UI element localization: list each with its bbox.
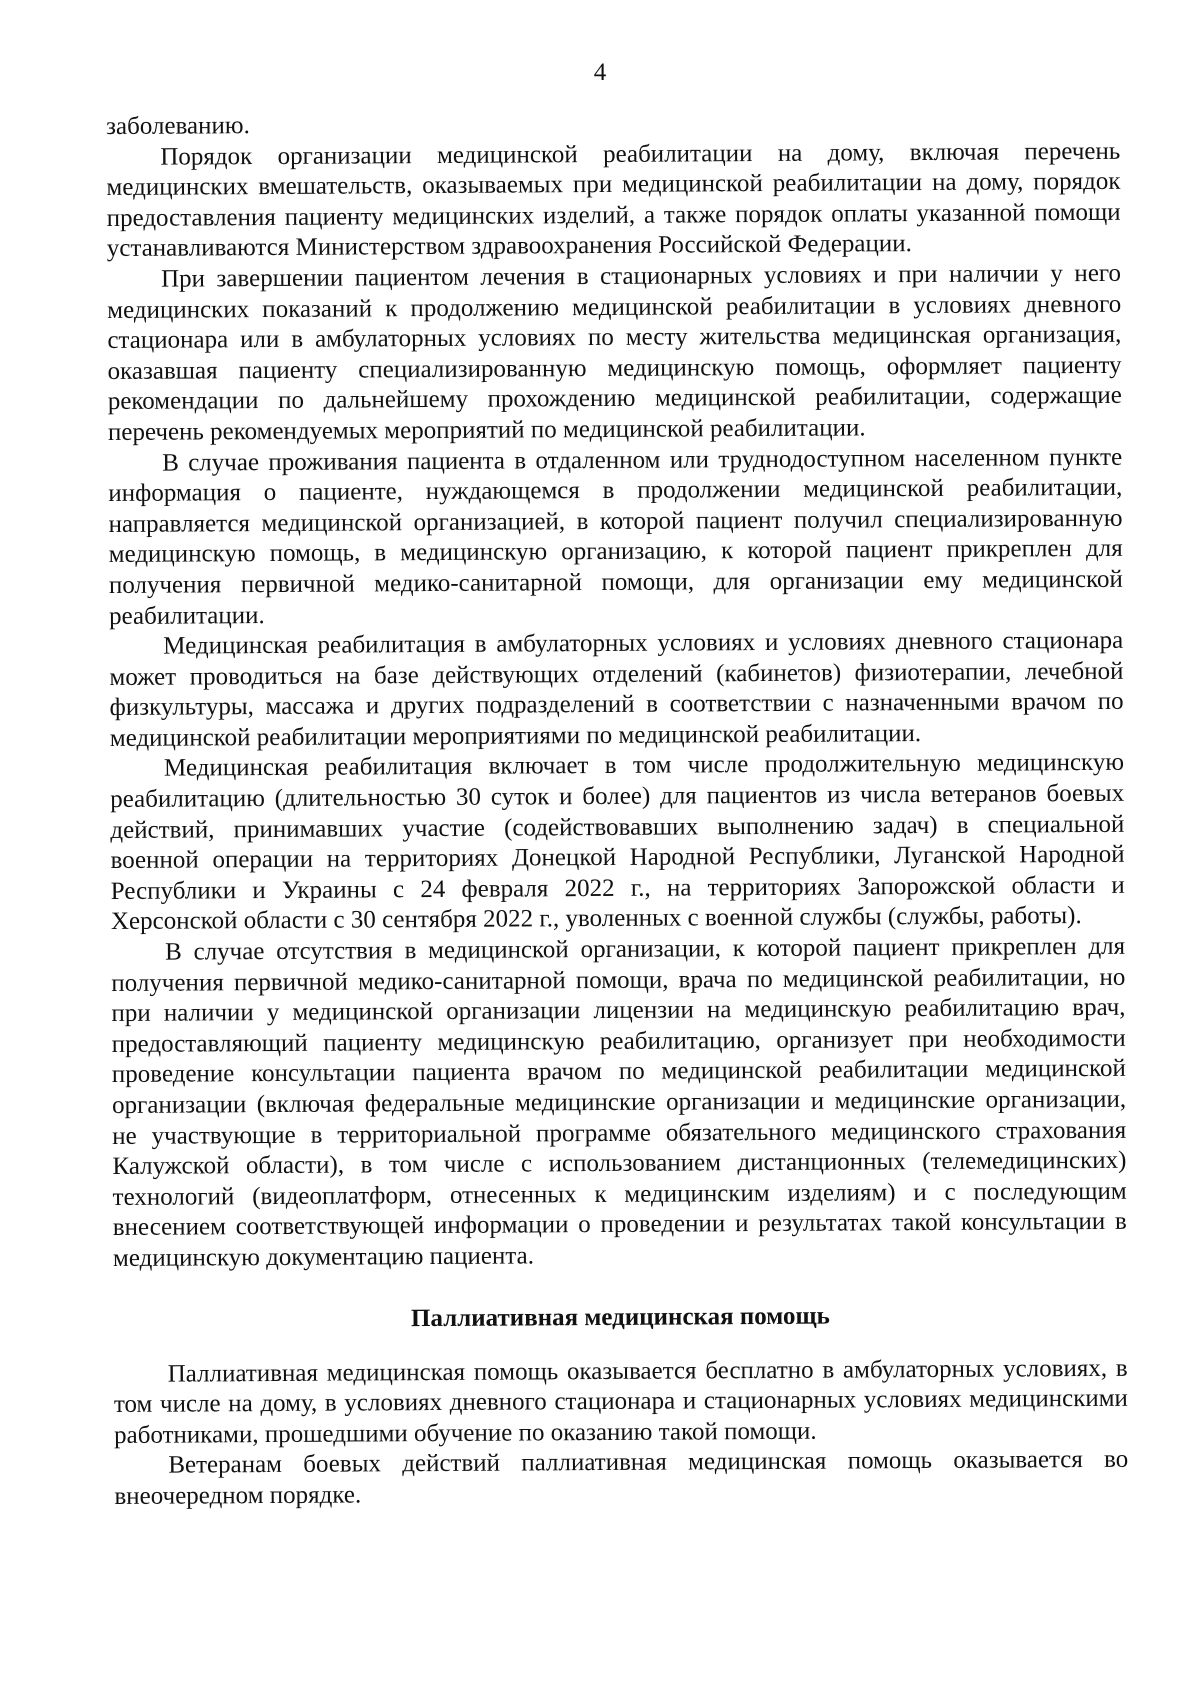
paragraph-continuation: заболеванию.: [106, 112, 250, 140]
document-body: [106, 106, 1129, 1513]
paragraph-outpatient-rehabilitation: Медицинская реабилитация в амбулаторных условиях и условиях дневного стационара может проводиться на базе действующих отделений (кабинетов) физиотерапии, лечебной физкультуры, массажа и других подразделений в соответствии с назначенными врачом по медицинской реабилитации мероприятиями по медицинской реабилитации.: [109, 626, 1124, 752]
paragraph-remote-residence: В случае проживания пациента в отдаленном или труднодоступном населенном пункте информация о пациенте, нуждающемся в продолжении медицинской реабилитации, направляется медицинской организацией, в которой пациент получил специализированную медицинскую помощь, в медицинскую организацию, к которой пациент прикреплен для получения первичной медико-санитарной помощи, для организации ему медицинской реабилитации.: [108, 443, 1123, 630]
section-heading-palliative-care: Паллиативная медицинская помощь: [410, 1302, 830, 1332]
paragraph-palliative-free: Паллиативная медицинская помощь оказывается бесплатно в амбулаторных условиях, в том числе на дому, в условиях дневного стационара и стационарных условиях медицинскими работниками, прошедшими обучение по оказанию такой помощи.: [113, 1354, 1128, 1449]
paragraph-discharge-recommendations: При завершении пациентом лечения в стационарных условиях и при наличии у него медицинских показаний к продолжению медицинской реабилитации в условиях дневного стационара или в амбулаторных условиях по месту жительства медицинская организация, оказавшая пациенту специализированную медицинскую помощь, оформляет пациенту рекомендации по дальнейшему прохождению медицинской реабилитации, содержащие перечень рекомендуемых мероприятий по медицинской реабилитации.: [107, 259, 1122, 446]
paragraph-long-term-rehabilitation: Медицинская реабилитация включает в том числе продолжительную медицинскую реабилитацию (длительностью 30 суток и более) для пациентов из числа ветеранов боевых действий, принимавших участие (содействовавших выполнению задач) в специальной военной операции на территориях Донецкой Народной Республики, Луганской Народной Республики и Украины с 24 февраля 2022 г., на территориях Запорожской области и Херсонской области с 30 сентября 2022 г., уволенных с военной службы (службы, работы).: [110, 749, 1125, 936]
paragraph-home-rehabilitation-order: Порядок организации медицинской реабилитации на дому, включая перечень медицинских вмешательств, оказываемых при медицинской реабилитации на дому, порядок предоставления пациенту медицинских изделий, а также порядок оплаты указанной помощи устанавливаются Министерством здравоохранения Российской Федерации.: [106, 137, 1121, 263]
page-number: 4: [593, 59, 607, 86]
paragraph-palliative-veterans: Ветеранам боевых действий паллиативная медицинская помощь оказывается во внеочередном порядке.: [114, 1446, 1129, 1510]
paragraph-consultation: В случае отсутствия в медицинской организации, к которой пациент прикреплен для получения первичной медико-санитарной помощи, врача по медицинской реабилитации, но при наличии у медицинской организации лицензии на медицинскую реабилитацию врач, предоставляющий пациенту медицинскую реабилитацию, организует при необходимости проведение консультации пациента врачом по медицинской реабилитации медицинской организации (включая федеральные медицинские организации и медицинские организации, не участвующие в территориальной программе обязательного медицинского страхования Калужской области), в том числе с использованием дистанционных (телемедицинских) технологий (видеоплатформ, отнесенных к медицинским изделиям) и с последующим внесением соответствующей информации о проведении и результатах такой консультации в медицинскую документацию пациента.: [111, 932, 1127, 1272]
